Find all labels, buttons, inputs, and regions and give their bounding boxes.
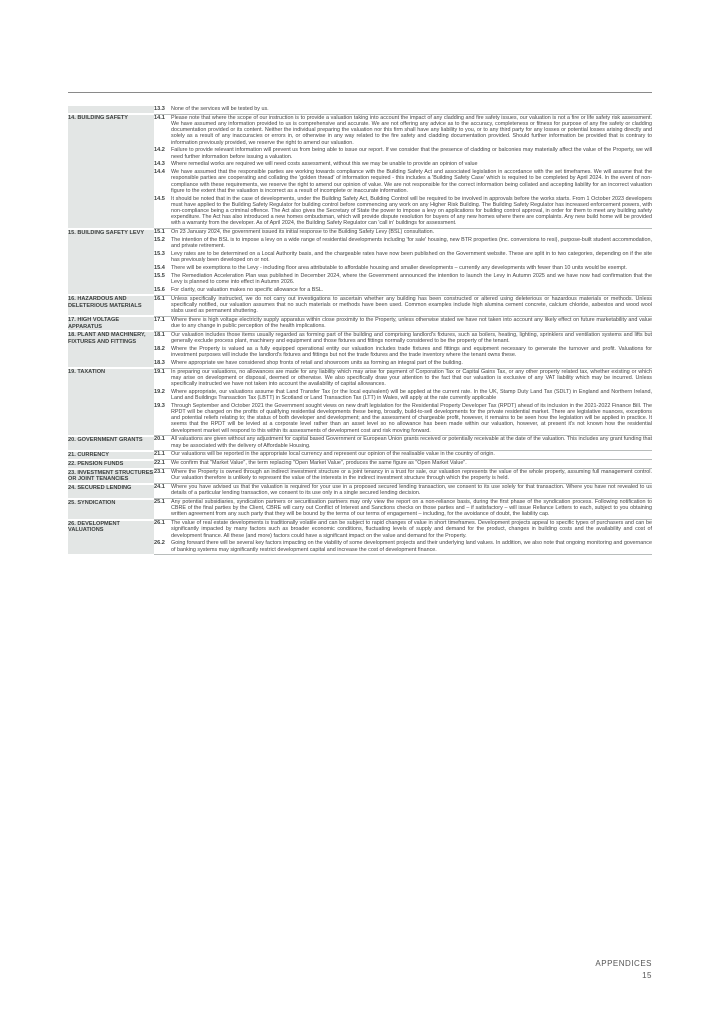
clause-number: 14.3 [154,161,165,168]
clause [154,106,652,112]
clause-number: 18.2 [154,345,165,352]
terms-table-body [68,106,652,555]
clause [154,196,652,227]
clause-text: In preparing our valuations, no allowances are made for any liability which may arise for payment of Corporation Tax or Capital Gains Tax, or any other property related tax, whether existing or which may arise on development or disposal, deemed or otherwise. We also specifically draw your attention to the fact that our valuation is exclusive of any VAT liability which may be incurred. Unless specifically instructed we have not taken into account the availability of capital allowances. [171,368,652,388]
section-heading: 24. SECURED LENDING [68,484,154,499]
clause-number: 23.1 [154,469,165,476]
clause-number: 14.2 [154,147,165,154]
clause [154,273,652,285]
clause-text: There will be exemptions to the Levy - including floor area attributable to affordable housing and smaller developments – currently any developments with fewer than 10 units would be exempt. [171,265,627,272]
section-heading: 20. GOVERNMENT GRANTS [68,436,154,451]
clause-text: The Remediation Acceleration Plan was published in December 2024, where the Government announced the intention to launch the Levy in Autumn 2025 and we have now had confirmation that the Levy is planned to come into effect in Autumn 2026. [171,272,652,286]
clause-text: Our valuations will be reported in the appropriate local currency and represent our opinion of the realisable value in the country of origin. [171,451,495,458]
footer-label: APPENDICES [595,959,652,968]
section-row [68,229,652,295]
section-row [68,484,652,499]
section-body [154,368,652,436]
clause-text: Through September and October 2021 the Government sought views on new draft legislation for the Residential Property Developer Tax (RPDT) ahead of its inclusion in the 2021-2022 Finance Bill. The RPDT will be charged on the profits of qualifying residential developments these being, broadly, build-to-sell developments for the private residential market. There are legislative nuances, exceptions and potential reliefs relating to; the status of both developer and development; and the assessment of chargeable profit, however, it remains to be seen how the legislation will be applied in practice. It seems that the RPDT will be levied at a corporate level rather than an asset level so no allowance has been made within our valuation, however, at present it's not known how the residential development market will respond to this within its assessments of development cost and risk moving forward. [171,402,652,434]
section-heading: 17. HIGH VOLTAGE APPARATUS [68,316,154,331]
section-heading: 18. PLANT AND MACHINERY, FIXTURES AND FITTINGS [68,331,154,368]
section-row [68,460,652,469]
clause [154,451,652,457]
clause-number: 16.1 [154,295,165,302]
section-heading: 14. BUILDING SAFETY [68,114,154,228]
clause-text: The intention of the BSL is to impose a levy on a wide range of residential developments including 'for sale' housing, new BTR properties (inc. conversions to resi), purpose-built student accommodation, and private retirement. [171,237,652,250]
section-row [68,469,652,484]
clause [154,115,652,146]
clause-number: 19.3 [154,402,165,409]
section-heading: 19. TAXATION [68,368,154,436]
clause-text: Our valuation includes those items usually regarded as forming part of the building and comprising landlord's fixtures, such as boilers, heating, lighting, sprinklers and ventilation systems and lifts but generally exclude process plant, machinery and equipment and those fixtures and fittings normally considered to be the property of the tenant. [171,331,652,345]
section-row [68,520,652,555]
section-body [154,469,652,484]
clause [154,317,652,329]
clause-text: It should be noted that in the case of developments, under the Building Safety Act, Building Control will be required to be involved in approvals before the works starts. From 1 October 2023 developers must have applied to the Building Safety Regulator for building control before commencing any work on any Higher Risk Building. The Building Safety Regulator has increased enforcement powers, with non-compliance being a criminal offence. The Act also gives the Secretary of State the power to impose a levy on applications for building control approval, in order for them to meet any building safety expenditure. The Act has also introduced a new homes ombudsman, which will provide dispute resolution for buyers of any new homes where there are complaints. Any new build home will be provided with a warranty from the developer. As of April 2024, the Building Safety Regulator can 'call in' buildings for assessment. [171,195,652,227]
section-row [68,368,652,436]
clause-text: Please note that where the scope of our instruction is to provide a valuation taking into account the impact of any cladding and fire safety issues, our valuation is not a fire or life safety risk assessment. We have assumed any information provided to us is comprehensive and accurate. We are not offering any advice as to the accuracy, completeness or fitness for purpose of any fire safety or cladding documentation provided or its content. Neither the individual preparing the valuation nor this firm shall have any liability to you, or to any third party for any losses or potential losses arising directly and solely as a result of any inaccuracies or errors in, or otherwise in any way related to the fire safety and cladding documentation provided. Should further information be provided that is contrary to information previously provided, we reserve the right to amend our valuation. [171,114,652,146]
section-body [154,295,652,316]
clause [154,265,652,271]
clause-number: 26.1 [154,520,165,527]
section-row [68,106,652,114]
header-rule [68,92,652,93]
clause-text: Where remedial works are required we will need costs assessment, without this we may be unable to provide an opinion of value [171,161,478,168]
section-body [154,114,652,228]
clause-text: All valuations are given without any adjustment for capital based Government or European Union grants received or potentially receivable at the date of the valuation. This includes any grant funding that may be associated with the delivery of Affordable Housing. [171,436,652,449]
clause-number: 18.3 [154,359,165,366]
clause [154,499,652,518]
clause-number: 25.1 [154,499,165,506]
clause-text: Where the Property is valued as a fully equipped operational entity our valuation includes trade fixtures and fittings and equipment necessary to generate the turnover and profit. Valuations for investment purposes will include the landlord's fixtures and fittings but not the trade fixtures and the trade inventory where the tenant owns these. [171,345,652,359]
clause-number: 26.2 [154,540,165,547]
clause [154,169,652,194]
section-row [68,436,652,451]
section-body [154,499,652,520]
clause [154,229,652,235]
section-row [68,114,652,228]
section-heading: 15. BUILDING SAFETY LEVY [68,229,154,295]
section-body [154,451,652,460]
clause-text: For clarity, our valuation makes no specific allowance for a BSL. [171,286,324,293]
clause-number: 18.1 [154,331,165,338]
clause [154,332,652,344]
section-row [68,316,652,331]
clause-number: 19.2 [154,388,165,395]
clause-number: 21.1 [154,451,165,458]
clause-number: 13.3 [154,106,165,112]
clause-number: 24.1 [154,484,165,491]
clause-text: Where the Property is owned through an indirect investment structure or a joint tenancy in a trust for sale, our valuation represents the value of the whole property, assuming full management control. Our valuation therefore is unlikely to represent the value of the interests in the indirect investment structure through which the property is held. [171,469,652,482]
clause [154,540,652,552]
clause-number: 15.4 [154,265,165,272]
section-body [154,484,652,499]
clause [154,346,652,358]
section-row [68,331,652,368]
section-body [154,436,652,451]
clause-number: 15.1 [154,229,165,236]
clause-number: 14.5 [154,195,165,202]
clause-number: 22.1 [154,460,165,467]
clause-number: 14.4 [154,169,165,176]
section-heading: 23. INVESTMENT STRUCTURES OR JOINT TENANCIES [68,469,154,482]
clause-text: Where appropriate, our valuations assume that Land Transfer Tax (or the local equivalent) will be applied at the current rate. In the UK, Stamp Duty Land Tax (SDLT) in England and Northern Ireland, Land and Buildings Transaction Tax (LBTT) in Scotland or Land Transaction Tax (LTT) in Wales, will apply at the rate currently applicable [171,388,652,402]
clause-number: 15.3 [154,251,165,258]
section-heading: 26. DEVELOPMENT VALUATIONS [68,520,154,555]
clause-text: Failure to provide relevant information will prevent us from being able to issue our report. If we consider that the presence of cladding or balconies may materially affect the value of the Property, we will need further information before issuing a valuation. [171,147,652,160]
clause-text: Levy rates are to be determined on a Local Authority basis, and the chargeable rates have now been published on the Government website. These are split in to two categories, depending on if the site has previously been developed on or not. [171,251,652,264]
section-body [154,331,652,368]
clause [154,369,652,388]
clause-text: We confirm that "Market Value", the term replacing "Open Market Value", produces the same figure as "Open Market Value". [171,460,467,467]
clause-number: 15.6 [154,286,165,293]
clause-number: 17.1 [154,316,165,323]
section-heading: 25. SYNDICATION [68,499,154,520]
clause-number: 14.1 [154,114,165,121]
section-row [68,451,652,460]
clause-text: Where appropriate we have considered shop fronts of retail and showroom units as forming an integral part of the building. [171,359,463,366]
clause-number: 19.1 [154,368,165,375]
clause [154,161,652,167]
clause-text: Any potential subsidiaries, syndication partners or securitisation partners may only view the report on a non-reliance basis, during the first phase of the syndication process. Following notification to CBRE of the final parties by the Client, CBRE will carry out Conflict of Interest and Sanctions checks on those parties and – if satisfactory – will issue Reliance Letters to each, subject to you obtaining written agreement from any such party that they will be bound by the terms of our terms of engagement – including, for the avoidance of doubt, the liability cap. [171,499,652,518]
section-heading: 22. PENSION FUNDS [68,460,154,469]
section-body [154,316,652,331]
section-body [154,460,652,469]
clause-text: Where there is high voltage electricity supply apparatus within close proximity to the Property, unless otherwise stated we have not taken into account any likely effect on future marketability and value due to any change in public perception of the health implications. [171,316,652,330]
clause-text: Going forward there will be several key factors impacting on the viability of some development projects and their underlying land values. In addition, we also note that ongoing monitoring and governance of banking systems may significantly restrict development capital and increase the cost of development finance. [171,540,652,553]
clause [154,296,652,315]
section-body [154,229,652,295]
clause [154,436,652,448]
page-number: 15 [642,971,652,980]
section-heading [68,106,154,114]
clause [154,484,652,496]
clause [154,469,652,481]
clause [154,403,652,434]
clause [154,389,652,401]
clause-text: Unless specifically instructed, we do not carry out investigations to ascertain whether any building has been constructed or altered using deleterious or hazardous materials or methods. Unless specifically notified, our valuation assumes that no such materials or methods have been used. Common examples include high alumina cement concrete, calcium chloride, asbestos and wood wool slabs used as permanent shuttering. [171,295,652,315]
section-body [154,520,652,555]
section-heading: 16. HAZARDOUS AND DELETERIOUS MATERIALS [68,295,154,316]
clause-number: 20.1 [154,436,165,443]
clause-text: On 23 January 2024, the government issued its initial response to the Building Safety Levy (BSL) consultation. [171,229,435,236]
clause [154,147,652,159]
clause-text: The value of real estate developments is traditionally volatile and can be subject to rapid changes of value in short timeframes. Development projects appeal to specific types of purchasers and can be significantly impacted by many factors such as broader economic conditions, fluctuating levels of supply and demand for the product, changes in building costs and the availability and cost of development finance. All these (and more) factors could have a significant impact on the value and demand for the Property. [171,520,652,539]
clause [154,360,652,366]
section-heading: 21. CURRENCY [68,451,154,460]
clause [154,287,652,293]
clause-text: None of the services will be tested by us. [171,106,269,112]
page-footer [595,958,652,982]
clause-number: 15.5 [154,272,165,279]
terms-table [68,106,652,556]
clause-number: 15.2 [154,237,165,244]
clause [154,520,652,539]
clause [154,237,652,249]
clause-text: We have assumed that the responsible parties are working towards compliance with the Building Safety Act and associated legislation in accordance with the set timeframes. We will assume that the responsible parties are cooperating and collating the 'golden thread' of information required - this includes a 'Building Safety Case' which is required to be completed by April 2024. In the event of non-compliance with these requirements, we reserve the right to amend our opinion of value. We are not responsible for the correct information being collated and accepting liability for an incorrect valuation figure to the extent that the valuation is incorrect as a result of incomplete or inaccurate information. [171,169,652,194]
section-row [68,499,652,520]
section-body [154,106,652,114]
clause [154,251,652,263]
clause [154,460,652,466]
section-row [68,295,652,316]
clause-text: Where you have advised us that the valuation is required for your use in a proposed secured lending transaction, we consent to its use solely for that transaction. Where you have not revealed to us details of a particular lending transaction, we consent to its use only in a single secured lending decision. [171,484,652,497]
